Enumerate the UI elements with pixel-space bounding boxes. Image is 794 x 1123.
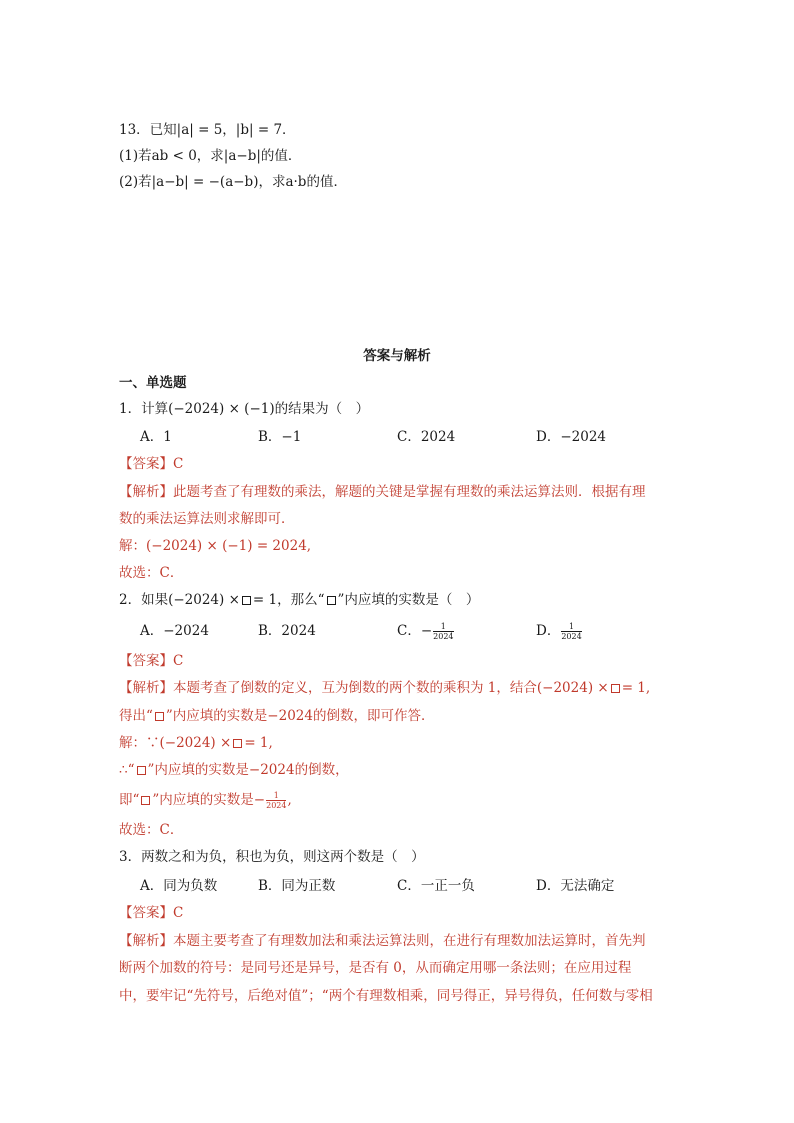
fraction-numerator: 1 [433,622,453,632]
fraction-denominator: 2024 [266,801,287,810]
fraction-denominator: 2024 [561,632,582,641]
square-icon [233,739,242,748]
q2-option-a: A．−2024 [140,623,209,639]
q2-analysis-part: 得出“ [119,708,153,724]
q2-analysis-part: = 1, [621,680,651,696]
q3-option-b: B．同为正数 [258,878,336,894]
square-icon [327,596,336,605]
q13-part2: (2)若|a−b| = −(a−b)，求a·b的值． [119,174,347,190]
q2-option-d-prefix: D． [536,623,561,639]
q1-solution: 解：(−2024) × (−1) = 2024, [119,538,312,554]
q2-solution-part: = 1, [244,735,273,751]
q2-analysis-line2 [119,706,434,726]
q2-answer: 【答案】C [119,653,184,669]
q3-option-c: C．一正一负 [397,878,475,894]
q1-final: 故选：C． [119,565,184,581]
q2-solution-line1 [119,733,273,753]
q2-solution-line3 [119,790,292,810]
q1-stem: 1．计算(−2024) × (−1)的结果为（ ） [119,401,370,417]
q2-solution-part: 解：∵(−2024) × [119,735,232,751]
q2-option-c [397,621,455,641]
q2-solution-part: ”内应填的实数是−2024的倒数， [147,762,349,778]
q2-option-c-prefix: C．− [397,623,433,639]
q2-solution-part: ∴“ [119,762,135,778]
q2-stem [119,590,479,610]
fraction-numerator: 1 [266,791,286,801]
q3-answer: 【答案】C [119,905,184,921]
q2-stem-part: ”内应填的实数是（ ） [337,592,480,608]
q3-option-a: A．同为负数 [140,878,218,894]
q2-solution-part: , [287,792,292,808]
q3-analysis-line1: 【解析】本题主要考查了有理数加法和乘法运算法则，在进行有理数加法运算时，首先判 [119,933,646,949]
q2-stem-part: = 1，那么“ [252,592,325,608]
q1-option-a: A．1 [140,429,172,445]
q2-final: 故选：C． [119,822,184,838]
q1-analysis-line2: 数的乘法运算法则求解即可． [119,511,295,527]
q3-stem: 3．两数之和为负，积也为负，则这两个数是（ ） [119,849,425,865]
square-icon [242,596,251,605]
fraction [561,622,581,641]
square-icon [137,766,146,775]
q1-answer: 【答案】C [119,456,184,472]
q2-analysis-line1 [119,678,650,698]
fraction [266,791,286,810]
q1-option-d: D．−2024 [536,429,606,445]
q1-option-c: C．2024 [397,429,456,445]
q13-part1: (1)若ab < 0，求|a−b|的值． [119,148,302,164]
q2-analysis-part: 【解析】本题考查了倒数的定义，互为倒数的两个数的乘积为 1，结合(−2024) × [119,680,609,696]
q3-analysis-line3: 中，要牢记“先符号，后绝对值”；“两个有理数相乘，同号得正，异号得负，任何数与零相 [119,988,653,1004]
q2-solution-line2 [119,760,349,780]
q3-analysis-line2: 断两个加数的符号：是同号还是异号，是否有 0，从而确定用哪一条法则；在应用过程 [119,960,632,976]
q2-stem-part: 2．如果(−2024) × [119,592,240,608]
q1-analysis-line1: 【解析】此题考查了有理数的乘法，解题的关键是掌握有理数的乘法运算法则．根据有理 [119,484,646,500]
q3-option-d: D．无法确定 [536,878,615,894]
q2-option-b: B．2024 [258,623,316,639]
q1-option-b: B．−1 [258,429,302,445]
answers-title: 答案与解析 [363,348,431,364]
q13-stem: 13．已知|a| = 5，|b| = 7． [119,122,296,138]
square-icon [141,796,150,805]
square-icon [611,684,620,693]
fraction [433,622,453,641]
fraction-numerator: 1 [561,622,581,632]
q2-option-d [536,621,583,641]
q2-analysis-part: ”内应填的实数是−2024的倒数，即可作答． [165,708,435,724]
q2-solution-part: 即“ [119,792,140,808]
q2-solution-part: ”内应填的实数是− [152,792,266,808]
square-icon [155,712,164,721]
fraction-denominator: 2024 [433,632,454,641]
section-heading: 一、单选题 [119,375,187,391]
